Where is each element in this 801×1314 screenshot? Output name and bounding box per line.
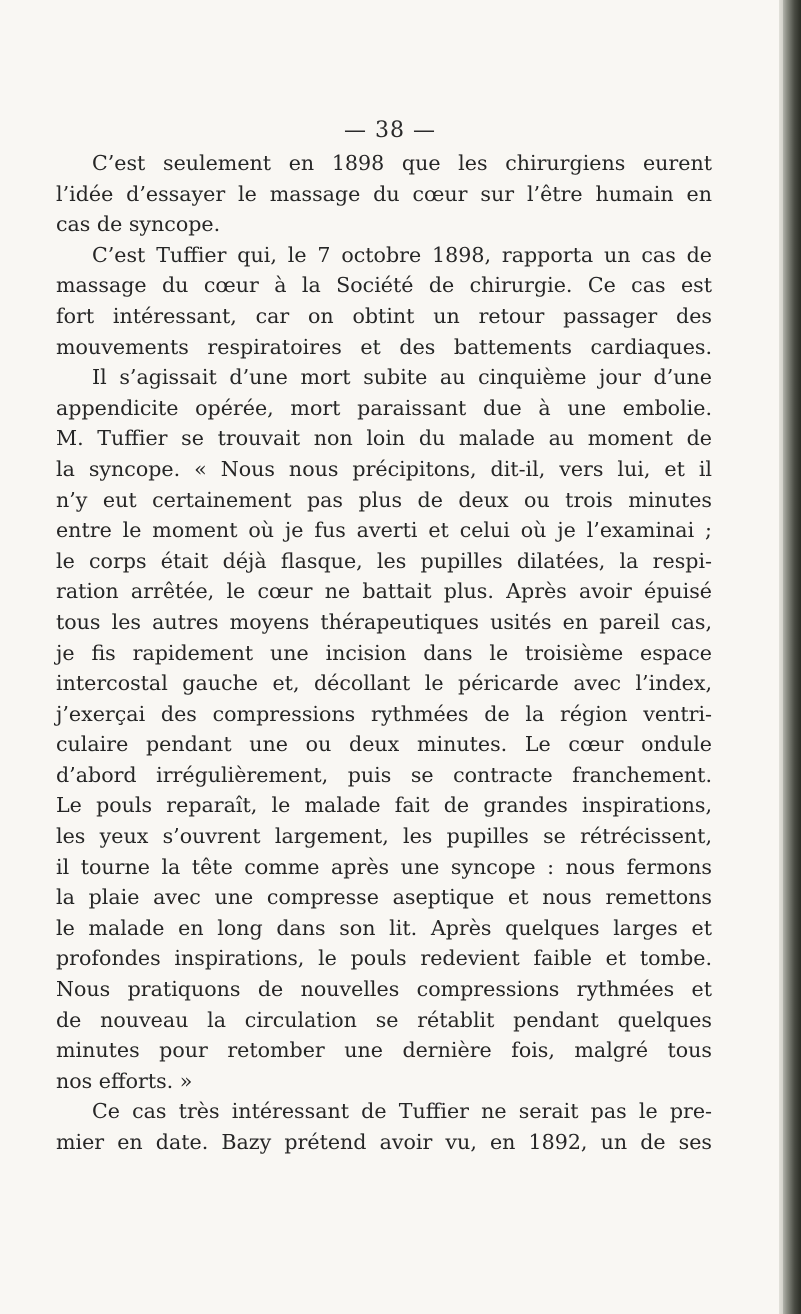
text-line: C’est Tuffier qui, le 7 octobre 1898, rapporta un cas de — [92, 242, 712, 267]
text-line: massage du cœur à la Société de chirurgie. Ce cas est — [56, 273, 712, 298]
text-line: le corps était déjà flasque, les pupilles dilatées, la respi- — [56, 548, 712, 573]
text-line: les yeux s’ouvrent largement, les pupilles se rétrécissent, — [56, 824, 712, 849]
text-line: mier en date. Bazy prétend avoir vu, en 1892, un de ses — [56, 1130, 712, 1154]
text-line: Ce cas très intéressant de Tuffier ne serait pas le pre- — [92, 1099, 712, 1124]
text-line: d’abord irrégulièrement, puis se contracte franchement. — [56, 762, 712, 787]
text-line: fort intéressant, car on obtint un retour passager des — [56, 303, 712, 328]
book-binding-edge — [779, 0, 801, 1314]
text-line: j’exerçai des compressions rythmées de la région ventri- — [56, 701, 712, 726]
text-line: la syncope. « Nous nous précipitons, dit-il, vers lui, et il — [56, 456, 712, 481]
text-line: tous les autres moyens thérapeutiques usités en pareil cas, — [56, 609, 712, 634]
text-line: entre le moment où je fus averti et celui où je l’examinai ; — [56, 518, 712, 543]
body-text — [56, 148, 712, 1158]
text-line: je fis rapidement une incision dans le troisième espace — [56, 640, 712, 665]
text-line: profondes inspirations, le pouls redevient faible et tombe. — [56, 946, 712, 971]
text-line: C’est seulement en 1898 que les chirurgiens eurent — [92, 151, 712, 175]
text-line: le malade en long dans son lit. Après quelques larges et — [56, 915, 712, 940]
text-line: M. Tuffier se trouvait non loin du malade au moment de — [56, 426, 712, 451]
text-line: ration arrêtée, le cœur ne battait plus. Après avoir épuisé — [56, 579, 712, 604]
text-line: mouvements respiratoires et des battements cardiaques. — [56, 334, 712, 359]
text-line: Il s’agissait d’une mort subite au cinquième jour d’une — [92, 365, 712, 390]
text-line: minutes pour retomber une dernière fois, malgré tous — [56, 1038, 712, 1063]
text-line: appendicite opérée, mort paraissant due à une embolie. — [56, 395, 712, 420]
text-line: intercostal gauche et, décollant le péricarde avec l’index, — [56, 671, 712, 696]
text-line: Le pouls reparaît, le malade fait de grandes inspirations, — [56, 793, 712, 818]
text-line: cas de syncope. — [56, 212, 221, 237]
text-line: l’idée d’essayer le massage du cœur sur l’être humain en — [56, 181, 712, 206]
text-line: la plaie avec une compresse aseptique et nous remettons — [56, 885, 712, 910]
text-line: il tourne la tête comme après une syncope : nous fermons — [56, 854, 712, 879]
text-line: n’y eut certainement pas plus de deux ou trois minutes — [56, 487, 712, 512]
text-line: de nouveau la circulation se rétablit pendant quelques — [56, 1007, 712, 1032]
page-number: — 38 — — [344, 118, 436, 143]
text-line: culaire pendant une ou deux minutes. Le cœur ondule — [56, 732, 712, 757]
text-line: Nous pratiquons de nouvelles compressions rythmées et — [56, 977, 712, 1002]
text-line: nos efforts. » — [56, 1068, 193, 1093]
